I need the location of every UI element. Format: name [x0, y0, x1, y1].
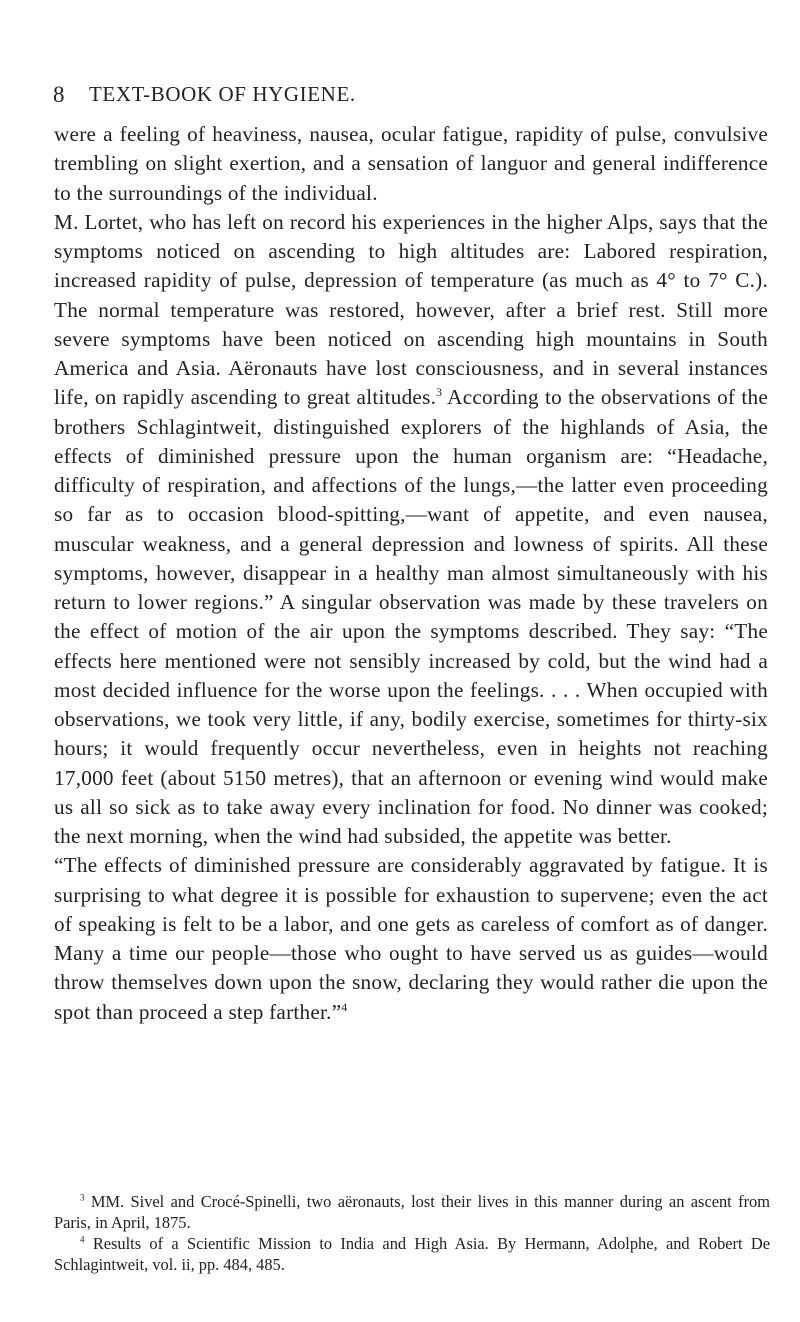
running-title: TEXT-BOOK OF HYGIENE. [89, 82, 356, 106]
footnote-4-text: Results of a Scientific Mission to India and High Asia. By Hermann, Adolphe, and Robert De Schlagintweit, vol. ii, pp. 484, 485. [54, 1234, 770, 1274]
page-number: 8 [53, 82, 65, 107]
footnote-4-mark: 4 [80, 1234, 85, 1245]
paragraph-2 [54, 208, 768, 852]
footnotes [54, 1191, 770, 1275]
paragraph-2-part-b: According to the observations of the brothers Schlagintweit, distinguished explorers of the highlands of Asia, the effects of diminished pressure upon the human organism are: “Headache, difficulty of respiration, and affections of the lungs,—the latter even proceeding so far as to occasion blood-spitting,—want of appetite, and even nausea, muscular weakness, and a general depression and lowness of spirits. All these symptoms, however, disappear in a healthy man almost simultaneously with his return to lower regions.” A singular observation was made by these travelers on the effect of motion of the air upon the symptoms described. They say: “The effects here mentioned were not sensibly increased by cold, but the wind had a most decided influence for the worse upon the feelings. . . . When occupied with observations, we took very little, if any, bodily exercise, sometimes for thirty-six hours; it would frequently occur nevertheless, even in heights not reaching 17,000 feet (about 5150 metres), that an afternoon or evening wind would make us all so sick as to take away every inclination for food. No dinner was cooked; the next morning, when the wind had subsided, the appetite was better. [54, 385, 768, 848]
footnote-4 [54, 1233, 770, 1275]
paragraph-1: were a feeling of heaviness, nausea, ocular fatigue, rapidity of pulse, convulsive trembling on slight exertion, and a sensation of languor and general indifference to the surroundings of the individual. [54, 122, 768, 205]
paragraph-3-text: “The effects of diminished pressure are considerably aggravated by fatigue. It is surprising to what degree it is possible for exhaustion to supervene; even the act of speaking is felt to be a labor, and one gets as careless of comfort as of danger. Many a time our people—those who ought to have served us as guides—would throw themselves down upon the snow, declaring they would rather die upon the spot than proceed a step farther.” [54, 853, 768, 1024]
paragraph-2-part-a: M. Lortet, who has left on record his experiences in the higher Alps, says that the symptoms noticed on ascending to high altitudes are: Labored respiration, increased rapidity of pulse, depression of temperature (as much as 4° to 7° C.). The normal temperature was restored, however, after a brief rest. Still more severe symptoms have been noticed on ascending high mountains in South America and Asia. Aëronauts have lost consciousness, and in several instances life, on rapidly ascending to great altitudes. [54, 209, 768, 410]
paragraph-3 [54, 851, 768, 1027]
footnote-3-text: MM. Sivel and Crocé-Spinelli, two aëronauts, lost their lives in this manner during an ascent from Paris, in April, 1875. [54, 1192, 770, 1232]
main-text [54, 120, 768, 1027]
footnote-3 [54, 1191, 770, 1233]
footnote-ref-3: 3 [436, 386, 443, 400]
footnote-3-mark: 3 [80, 1192, 85, 1203]
footnote-ref-4: 4 [341, 1000, 348, 1014]
